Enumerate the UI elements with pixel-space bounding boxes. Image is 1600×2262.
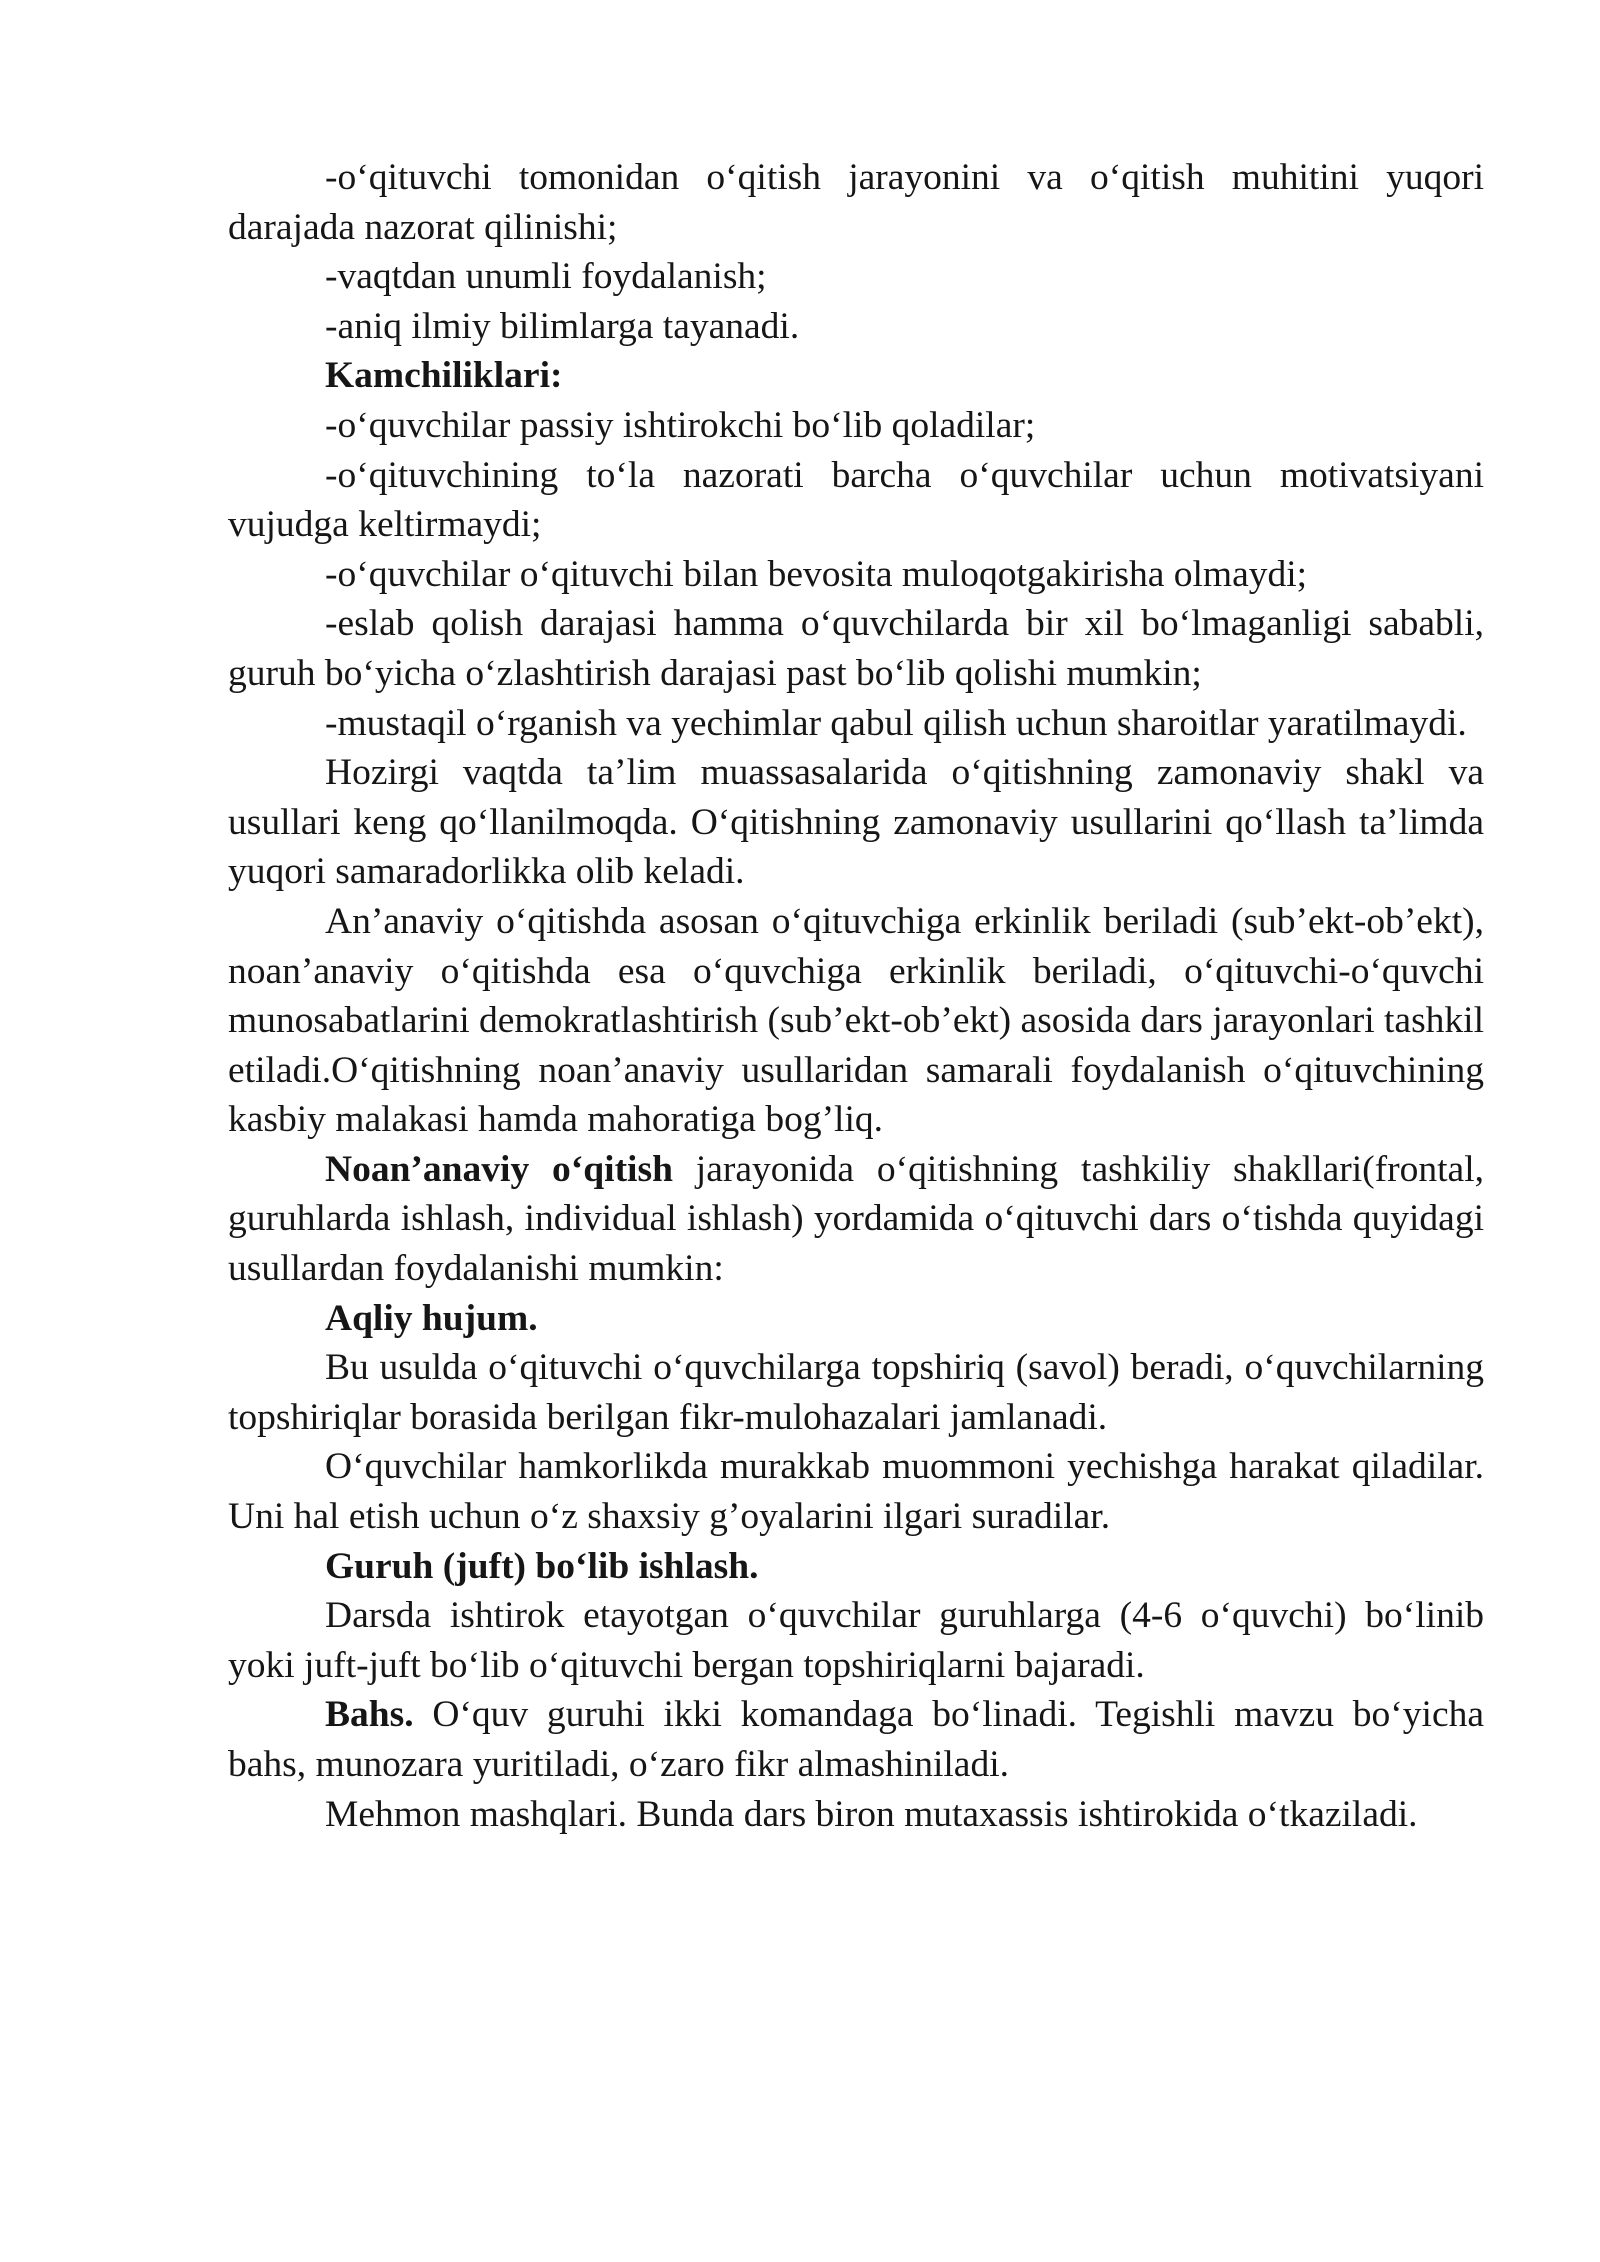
text-run: -vaqtdan unumli foydalanish; xyxy=(325,256,767,298)
list-item xyxy=(228,153,1484,252)
paragraph xyxy=(228,1442,1484,1541)
list-item xyxy=(228,252,1484,302)
list-item xyxy=(228,599,1484,698)
text-run: -aniq ilmiy bilimlarga tayanadi. xyxy=(325,305,800,347)
list-item xyxy=(228,451,1484,550)
paragraph xyxy=(228,1591,1484,1690)
section-heading xyxy=(228,1542,1484,1592)
paragraph xyxy=(228,1690,1484,1789)
text-column xyxy=(228,153,1484,1839)
text-run: O‘quvchilar hamkorlikda murakkab muommoni yechishga harakat qiladilar. Uni hal etish uchun o‘z shaxsiy g’oyalarini ilgari suradilar. xyxy=(228,1446,1484,1538)
text-run: Mehmon mashqlari. Bunda dars biron mutaxassis ishtirokida o‘tkaziladi. xyxy=(325,1793,1418,1835)
text-run: -o‘quvchilar passiy ishtirokchi bo‘lib qoladilar; xyxy=(325,404,1036,446)
paragraph xyxy=(228,1790,1484,1840)
text-run: -o‘qituvchining to‘la nazorati barcha o‘quvchilar uchun motivatsiyani vujudga keltirmaydi; xyxy=(228,454,1484,546)
text-run: jarayonida o‘qitishning tashkiliy shakllari(frontal, guruhlarda ishlash, individual ishlash) yordamida o‘qituvchi dars o‘tishda quyidagi usullardan foydalanishi mumkin: xyxy=(228,1148,1484,1290)
text-run: Darsda ishtirok etayotgan o‘quvchilar guruhlarga (4-6 o‘quvchi) bo‘linib yoki juft-juft bo‘lib o‘qituvchi bergan topshiriqlarni bajaradi. xyxy=(228,1595,1484,1686)
section-heading xyxy=(228,351,1484,401)
text-run: Hozirgi vaqtda ta’lim muassasalarida o‘qitishning zamonaviy shakl va usullari keng qo‘llanilmoqda. O‘qitishning zamonaviy usullarini qo‘llash ta’limda yuqori samaradorlikka olib keladi. xyxy=(228,752,1484,893)
bold-text: Bahs. xyxy=(325,1694,414,1736)
text-run: -o‘quvchilar o‘qituvchi bilan bevosita muloqotgakirisha olmaydi; xyxy=(325,553,1308,595)
section-heading xyxy=(228,1294,1484,1344)
list-item xyxy=(228,302,1484,352)
text-run: -mustaqil o‘rganish va yechimlar qabul qilish uchun sharoitlar yaratilmaydi. xyxy=(325,702,1467,744)
text-run: -eslab qolish darajasi hamma o‘quvchilarda bir xil bo‘lmaganligi sababli, guruh bo‘yicha o‘zlashtirish darajasi past bo‘lib qolishi mumkin; xyxy=(228,603,1484,694)
bold-text: Guruh (juft) bo‘lib ishlash. xyxy=(325,1545,759,1587)
paragraph xyxy=(228,748,1484,897)
list-item xyxy=(228,550,1484,600)
paragraph xyxy=(228,897,1484,1145)
paragraph xyxy=(228,1343,1484,1442)
paragraph xyxy=(228,1145,1484,1294)
text-run: An’anaviy o‘qitishda asosan o‘qituvchiga erkinlik beriladi (sub’ekt-ob’ekt), noan’anaviy o‘qitishda esa o‘quvchiga erkinlik beriladi, o‘qituvchi-o‘quvchi munosabatlarini demokratlashtirish (sub’ekt-ob’ekt) asosida dars jarayonlari tashkil etiladi.O‘qitishning noan’anaviy usullaridan samarali foydalanish o‘qituvchining kasbiy malakasi hamda mahoratiga bog’liq. xyxy=(228,900,1484,1141)
text-run: Bu usulda o‘qituvchi o‘quvchilarga topshiriq (savol) beradi, o‘quvchilarning topshiriqlar borasida berilgan fikr-mulohazalari jamlanadi. xyxy=(228,1347,1484,1438)
list-item xyxy=(228,401,1484,451)
list-item xyxy=(228,699,1484,749)
bold-text: Noan’anaviy o‘qitish xyxy=(325,1148,673,1190)
bold-text: Aqliy hujum. xyxy=(325,1297,538,1339)
bold-text: Kamchiliklari: xyxy=(325,355,563,397)
text-run: -o‘qituvchi tomonidan o‘qitish jarayonini va o‘qitish muhitini yuqori darajada nazorat qilinishi; xyxy=(228,157,1484,248)
text-run: O‘quv guruhi ikki komandaga bo‘linadi. Tegishli mavzu bo‘yicha bahs, munozara yuritiladi, o‘zaro fikr almashiniladi. xyxy=(228,1694,1484,1785)
